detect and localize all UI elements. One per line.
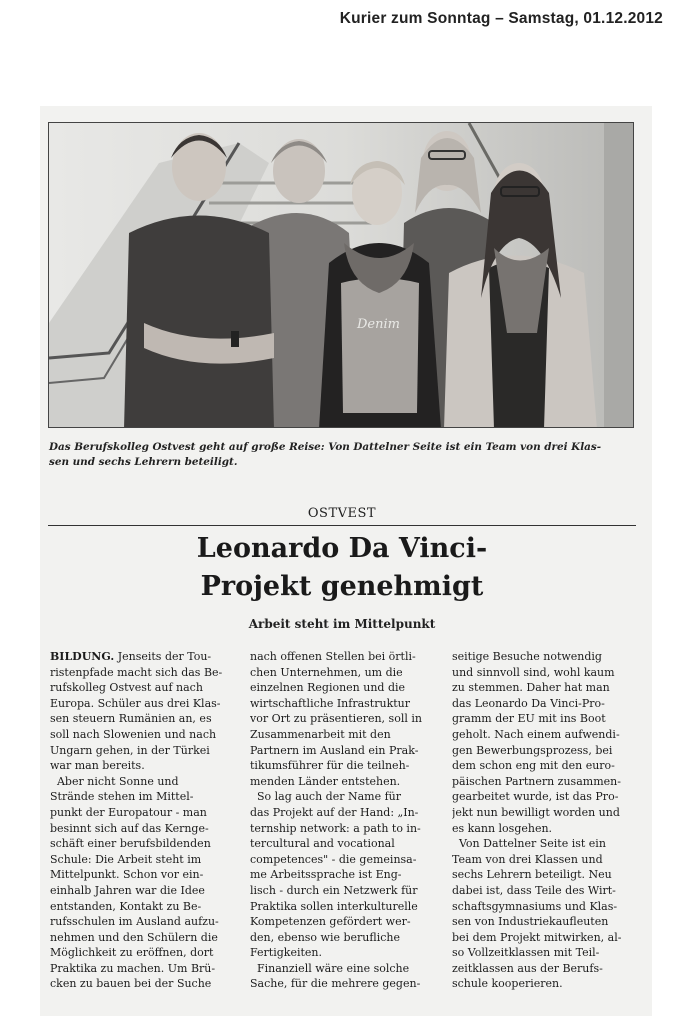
article-column-3 <box>452 649 641 992</box>
article-line: besinnt sich auf das Kernge- <box>50 821 209 835</box>
article-line: war man bereits. <box>50 759 145 773</box>
article-line: nehmen und den Schülern die <box>50 930 218 944</box>
article-line: ristenpfade macht sich das Be- <box>50 665 223 679</box>
article-line: Sache, für die mehrere gegen- <box>250 977 421 991</box>
article-line: Europa. Schüler aus drei Klas- <box>50 696 221 710</box>
article-line: sechs Lehrern beteiligt. Neu <box>452 868 612 882</box>
article-line: es kann losgehen. <box>452 821 553 835</box>
shirt-text: Denim <box>357 317 400 332</box>
article-headline <box>48 530 636 606</box>
masthead: Kurier zum Sonntag – Samstag, 01.12.2012 <box>339 10 663 27</box>
article-line: schule kooperieren. <box>452 977 563 991</box>
group-photo <box>48 122 634 428</box>
article-line: So lag auch der Name für <box>250 790 401 804</box>
article-line: dabei ist, dass Teile des Wirt- <box>452 883 616 897</box>
photo-caption <box>49 440 635 469</box>
article-line: den, ebenso wie berufliche <box>250 930 400 944</box>
article-line: Partnern im Ausland ein Prak- <box>250 743 419 757</box>
article-line: Schule: Die Arbeit steht im <box>50 852 202 866</box>
article-line: einhalb Jahren war die Idee <box>50 883 205 897</box>
article-line: Mittelpunkt. Schon vor ein- <box>50 868 204 882</box>
article-line: Finanziell wäre eine solche <box>250 961 410 975</box>
article-line: einzelnen Regionen und die <box>250 681 406 695</box>
article-line: so Vollzeitklassen mit Teil- <box>452 946 600 960</box>
article-line: tikumsführer für die teilneh- <box>250 759 410 773</box>
article-line: Zusammenarbeit mit den <box>250 727 391 741</box>
article-line: sen steuern Rumänien an, es <box>50 712 212 726</box>
article-line: Kompetenzen gefördert wer- <box>250 915 411 929</box>
article-line: cken zu bauen bei der Suche <box>50 977 212 991</box>
article-line: Strände stehen im Mittel- <box>50 790 194 804</box>
article-subheadline: Arbeit steht im Mittelpunkt <box>248 617 436 631</box>
article-line: gearbeitet wurde, ist das Pro- <box>452 790 619 804</box>
article-line: ternship network: a path to in- <box>250 821 421 835</box>
article-line: das Projekt auf der Hand: „In- <box>250 805 419 819</box>
article-line: zeitklassen aus der Berufs- <box>452 961 603 975</box>
article-line <box>50 649 239 665</box>
article-line: Praktika zu machen. Um Brü- <box>50 961 216 975</box>
article-line: seitige Besuche notwendig <box>452 650 602 663</box>
article-line: gen Bewerbungsprozess, bei <box>452 743 613 757</box>
article-line: wirtschaftliche Infrastruktur <box>250 696 410 710</box>
article-line: geholt. Nach einem aufwendi- <box>452 727 620 741</box>
article-line: punkt der Europatour - man <box>50 805 207 819</box>
article-line: nach offenen Stellen bei örtli- <box>250 650 416 663</box>
article-line: menden Länder entstehen. <box>250 774 401 788</box>
article-line: Praktika sollen interkulturelle <box>250 899 418 913</box>
caption-line-2: sen und sechs Lehrern beteiligt. <box>49 455 238 468</box>
article-line: entstanden, Kontakt zu Be- <box>50 899 202 913</box>
section-rule <box>48 525 636 526</box>
section-label: OSTVEST <box>307 506 377 521</box>
lead-word: BILDUNG. <box>50 650 115 663</box>
article-column-1 <box>50 649 239 992</box>
article-line: das Leonardo Da Vinci-Pro- <box>452 696 605 710</box>
group-photo-illustration <box>49 123 634 428</box>
article-line: rufskolleg Ostvest auf nach <box>50 681 203 695</box>
headline-line-2: Projekt genehmigt <box>200 571 484 602</box>
article-line: und sinnvoll sind, wohl kaum <box>452 665 615 679</box>
article-line: soll nach Slowenien und nach <box>50 727 217 741</box>
article-line: chen Unternehmen, um die <box>250 665 403 679</box>
article-line: dem schon eng mit den euro- <box>452 759 615 773</box>
article-line: päischen Partnern zusammen- <box>452 774 621 788</box>
article-line: Von Dattelner Seite ist ein <box>452 837 606 851</box>
article-line: competences" - die gemeinsa- <box>250 852 417 866</box>
article-line-text: Jenseits der Tou- <box>114 650 212 663</box>
article-line: bei dem Projekt mitwirken, al- <box>452 930 622 944</box>
article-line: schäft einer berufsbildenden <box>50 837 211 851</box>
article-line: sen von Industriekaufleuten <box>452 915 609 929</box>
article-line: me Arbeitssprache ist Eng- <box>250 868 402 882</box>
article-line: zu stemmen. Daher hat man <box>452 681 610 695</box>
article-line: vor Ort zu präsentieren, soll in <box>250 712 422 726</box>
article-line: gramm der EU mit ins Boot <box>452 712 606 726</box>
article-line: jekt nun bewilligt worden und <box>452 805 620 819</box>
article-line: Aber nicht Sonne und <box>50 774 179 788</box>
article-line: schaftsgymnasiums und Klas- <box>452 899 618 913</box>
caption-line-1: Das Berufskolleg Ostvest geht auf große Reise: Von Dattelner Seite ist ein Team von drei Klas- <box>49 441 602 453</box>
article-line: lisch - durch ein Netzwerk für <box>250 883 418 897</box>
article-line: rufsschulen im Ausland aufzu- <box>50 915 219 929</box>
article-line: tercultural and vocational <box>250 837 395 851</box>
headline-line-1: Leonardo Da Vinci- <box>196 533 488 564</box>
article-column-2 <box>250 649 439 992</box>
article-line: Möglichkeit zu eröffnen, dort <box>50 946 214 960</box>
article-line: Fertigkeiten. <box>250 946 322 960</box>
article-line: Ungarn gehen, in der Türkei <box>50 743 210 757</box>
article-line: Team von drei Klassen und <box>452 852 603 866</box>
